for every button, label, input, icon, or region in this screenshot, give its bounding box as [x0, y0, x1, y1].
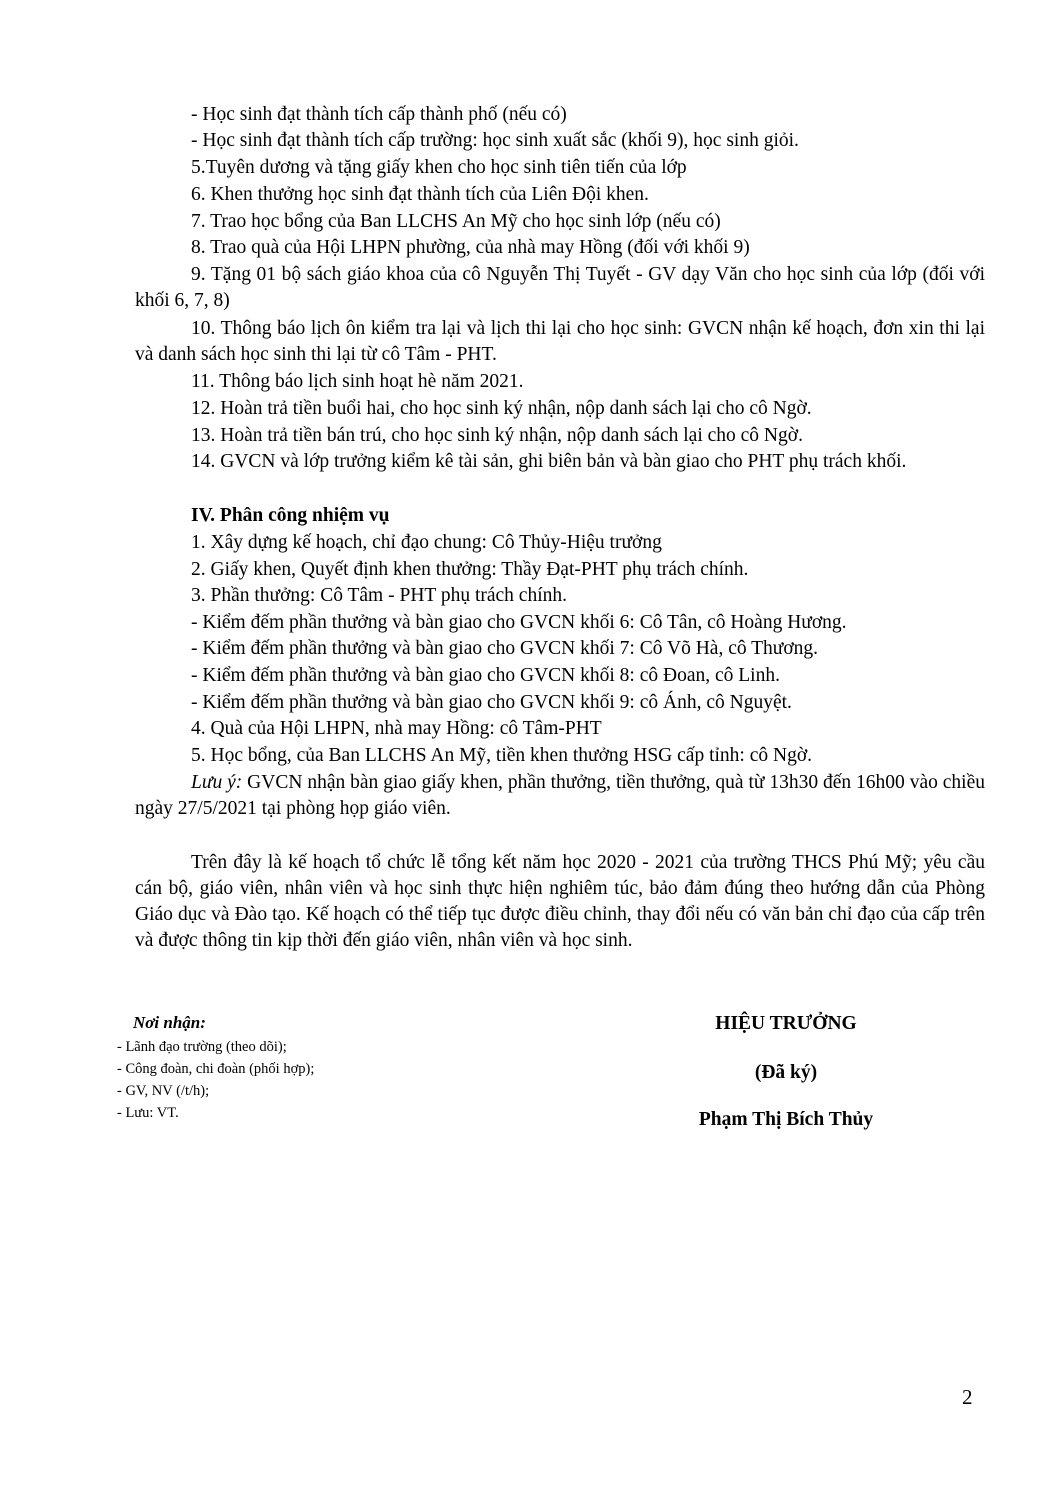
assignment-grade-8: - Kiểm đếm phần thưởng và bàn giao cho GVCN khối 8: cô Đoan, cô Linh.	[191, 665, 780, 686]
note-label: Lưu ý:	[191, 772, 243, 793]
assignment-3: 3. Phần thưởng: Cô Tâm - PHT phụ trách chính.	[191, 585, 568, 606]
item-12: 12. Hoàn trả tiền buổi hai, cho học sinh ký nhận, nộp danh sách lại cho cô Ngờ.	[191, 398, 812, 419]
signature-position: HIỆU TRƯỞNG	[715, 1013, 857, 1034]
recipients-title: Nơi nhận:	[133, 1013, 206, 1032]
page-number: 2	[962, 1385, 973, 1409]
assignment-5: 5. Học bổng, của Ban LLCHS An Mỹ, tiền khen thưởng HSG cấp tỉnh: cô Ngờ.	[191, 745, 813, 766]
assignment-4: 4. Quà của Hội LHPN, nhà may Hồng: cô Tâm-PHT	[191, 718, 602, 739]
award-line-city: - Học sinh đạt thành tích cấp thành phố (nếu có)	[191, 104, 567, 125]
signature-name: Phạm Thị Bích Thủy	[698, 1109, 874, 1130]
item-11: 11. Thông báo lịch sinh hoạt hè năm 2021.	[191, 371, 524, 392]
recipient-item: - Lưu: VT.	[117, 1105, 179, 1121]
assignment-grade-9: - Kiểm đếm phần thưởng và bàn giao cho GVCN khối 9: cô Ánh, cô Nguyệt.	[191, 692, 792, 713]
assignment-grade-7: - Kiểm đếm phần thưởng và bàn giao cho GVCN khối 7: Cô Võ Hà, cô Thương.	[191, 638, 819, 659]
item-10: 10. Thông báo lịch ôn kiểm tra lại và lịch thi lại cho học sinh: GVCN nhận kế hoạch, đơn xin thi lại và danh sách học sinh thi lại từ cô Tâm - PHT.	[135, 318, 985, 365]
recipient-item: - Công đoàn, chi đoàn (phối hợp);	[117, 1061, 315, 1077]
assignment-grade-6: - Kiểm đếm phần thưởng và bàn giao cho GVCN khối 6: Cô Tân, cô Hoàng Hương.	[191, 612, 847, 633]
award-line-school: - Học sinh đạt thành tích cấp trường: học sinh xuất sắc (khối 9), học sinh giỏi.	[191, 130, 799, 151]
item-5: 5.Tuyên dương và tặng giấy khen cho học sinh tiên tiến của lớp	[191, 157, 687, 178]
item-14: 14. GVCN và lớp trưởng kiểm kê tài sản, ghi biên bản và bàn giao cho PHT phụ trách khối.	[191, 451, 907, 472]
recipient-item: - Lãnh đạo trường (theo dõi);	[117, 1039, 287, 1055]
signature-status: (Đã ký)	[754, 1062, 818, 1083]
recipient-item: - GV, NV (/t/h);	[117, 1083, 210, 1099]
section-iv-heading: IV. Phân công nhiệm vụ	[191, 505, 390, 526]
assignment-1: 1. Xây dựng kế hoạch, chỉ đạo chung: Cô Thủy-Hiệu trưởng	[191, 532, 662, 553]
item-13: 13. Hoàn trả tiền bán trú, cho học sinh ký nhận, nộp danh sách lại cho cô Ngờ.	[191, 425, 803, 446]
item-7: 7. Trao học bổng của Ban LLCHS An Mỹ cho học sinh lớp (nếu có)	[191, 211, 721, 232]
conclusion-paragraph: Trên đây là kế hoạch tổ chức lễ tổng kết năm học 2020 - 2021 của trường THCS Phú Mỹ; yêu cầu cán bộ, giáo viên, nhân viên và học sinh thực hiện nghiêm túc, bảo đảm đúng theo hướng dẫn của Phòng Giáo dục và Đào tạo. Kế hoạch có thể tiếp tục được điều chỉnh, thay đổi nếu có văn bản chỉ đạo của cấp trên và được thông tin kịp thời đến giáo viên, nhân viên và học sinh.	[135, 852, 985, 951]
item-6: 6. Khen thưởng học sinh đạt thành tích của Liên Đội khen.	[191, 184, 649, 205]
item-9: 9. Tặng 01 bộ sách giáo khoa của cô Nguyễn Thị Tuyết - GV dạy Văn cho học sinh của lớp (đối với khối 6, 7, 8)	[135, 264, 985, 311]
assignment-2: 2. Giấy khen, Quyết định khen thưởng: Thầy Đạt-PHT phụ trách chính.	[191, 559, 749, 580]
note-text: GVCN nhận bàn giao giấy khen, phần thưởng, tiền thưởng, quà từ 13h30 đến 16h00 vào chiều ngày 27/5/2021 tại phòng họp giáo viên.	[135, 772, 985, 819]
recipients-block	[133, 1013, 206, 1033]
note-paragraph	[135, 770, 985, 822]
item-8: 8. Trao quà của Hội LHPN phường, của nhà may Hồng (đối với khối 9)	[191, 237, 750, 258]
